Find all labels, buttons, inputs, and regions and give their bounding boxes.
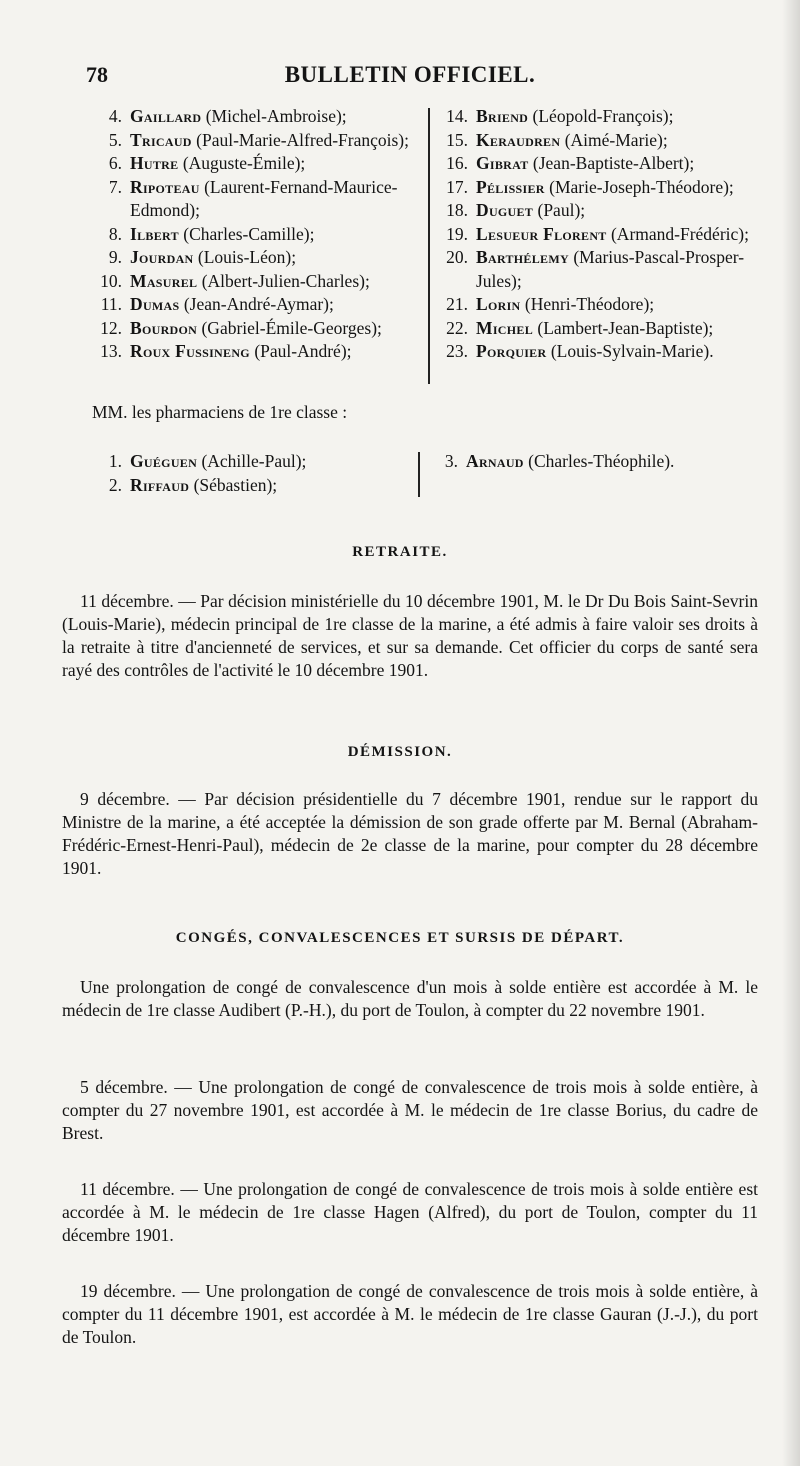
page-title: BULLETIN OFFICIEL. xyxy=(284,62,536,87)
list-item: 10. Masurel (Albert-Julien-Charles); xyxy=(100,270,370,291)
right-name-list xyxy=(438,105,783,364)
list-item: 3. Arnaud (Charles-Théophile). xyxy=(444,451,675,471)
column-divider xyxy=(428,108,430,384)
page-number: 78 xyxy=(86,62,108,87)
pharmaciens-label: MM. les pharmaciens de 1re classe : xyxy=(92,402,348,422)
demission-heading: DÉMISSION. xyxy=(347,744,453,760)
list-item: 4. Gaillard (Michel-Ambroise); xyxy=(108,106,347,126)
list-item: 11. Dumas (Jean-André-Aymar); xyxy=(100,294,334,314)
conges-paragraph-3: 11 décembre. — Une prolongation de congé de convalescence de trois mois à solde entière est accordée à M. le médecin de 1re classe Hagen (Alfred), du port de Toulon, compter du 11 décembre 1901. xyxy=(62,1179,758,1245)
list-item: 9. Jourdan (Louis-Léon); xyxy=(108,247,297,267)
conges-paragraph-1: Une prolongation de congé de convalescence d'un mois à solde entière est accordée à M. le médecin de 1re classe Audibert (P.-H.), du port de Toulon, à compter du 22 novembre 1901. xyxy=(62,977,758,1020)
page-edge-shadow xyxy=(782,0,800,1466)
list-item: 18. Duguet (Paul); xyxy=(446,200,586,220)
page-header xyxy=(0,62,800,92)
list-item: 20. Barthélemy (Marius-Pascal-Prosper-Jules); xyxy=(446,247,745,291)
pharmaciens-right-list xyxy=(428,450,768,474)
list-item: 21. Lorin (Henri-Théodore); xyxy=(446,294,655,314)
list-item: 23. Porquier (Louis-Sylvain-Marie). xyxy=(446,341,714,361)
demission-paragraph: 9 décembre. — Par décision présidentielle du 7 décembre 1901, rendue sur le rapport du Ministre de la marine, a été acceptée la démission de son grade offerte par M. Bernal (Abraham-Frédéric-Ernest-Henri-Paul), médecin de 2e classe de la marine, pour compter du 28 décembre 1901. xyxy=(62,789,758,878)
list-item: 12. Bourdon (Gabriel-Émile-Georges); xyxy=(100,317,382,338)
retraite-paragraph: 11 décembre. — Par décision ministérielle du 10 décembre 1901, M. le Dr Du Bois Saint-Sevrin (Louis-Marie), médecin principal de 1re classe de la marine, a été admis à faire valoir ses droits à la retraite à titre d'ancienneté de services, et sur sa demande. Cet officier du corps de santé sera rayé des contrôles de l'activité le 10 décembre 1901. xyxy=(62,591,758,680)
conges-heading: CONGÉS, CONVALESCENCES ET SURSIS DE DÉPART. xyxy=(175,930,625,946)
pharmaciens-divider xyxy=(418,452,420,497)
list-item: 13. Roux Fussineng (Paul-André); xyxy=(100,341,352,361)
conges-paragraph-2: 5 décembre. — Une prolongation de congé de convalescence de trois mois à solde entière, à compter du 27 novembre 1901, est accordée à M. le médecin de 1re classe Borius, du cadre de Brest. xyxy=(62,1077,758,1143)
pharmaciens-left-list xyxy=(92,450,412,497)
list-item: 7. Ripoteau (Laurent-Fernand-Maurice-Edmond); xyxy=(108,176,398,220)
conges-paragraph-4: 19 décembre. — Une prolongation de congé de convalescence de trois mois à solde entière, à compter du 11 décembre 1901, est accordée à M. le médecin de 1re classe Gauran (J.-J.), du port de Toulon. xyxy=(62,1281,758,1347)
list-item: 6. Hutre (Auguste-Émile); xyxy=(108,153,306,173)
list-item: 8. Ilbert (Charles-Camille); xyxy=(108,223,315,244)
list-item: 5. Tricaud (Paul-Marie-Alfred-François); xyxy=(108,129,409,150)
left-name-list xyxy=(92,105,424,364)
list-item: 16. Gibrat (Jean-Baptiste-Albert); xyxy=(446,153,695,173)
list-item: 19. Lesueur Florent (Armand-Frédéric); xyxy=(446,223,749,244)
list-item: 2. Riffaud (Sébastien); xyxy=(108,474,278,495)
list-item: 22. Michel (Lambert-Jean-Baptiste); xyxy=(446,317,714,338)
list-item: 1. Guéguen (Achille-Paul); xyxy=(108,451,307,471)
list-item: 17. Pélissier (Marie-Joseph-Théodore); xyxy=(446,176,734,197)
retraite-heading: RETRAITE. xyxy=(352,544,448,560)
list-item: 15. Keraudren (Aimé-Marie); xyxy=(446,129,668,150)
list-item: 14. Briend (Léopold-François); xyxy=(446,106,674,126)
